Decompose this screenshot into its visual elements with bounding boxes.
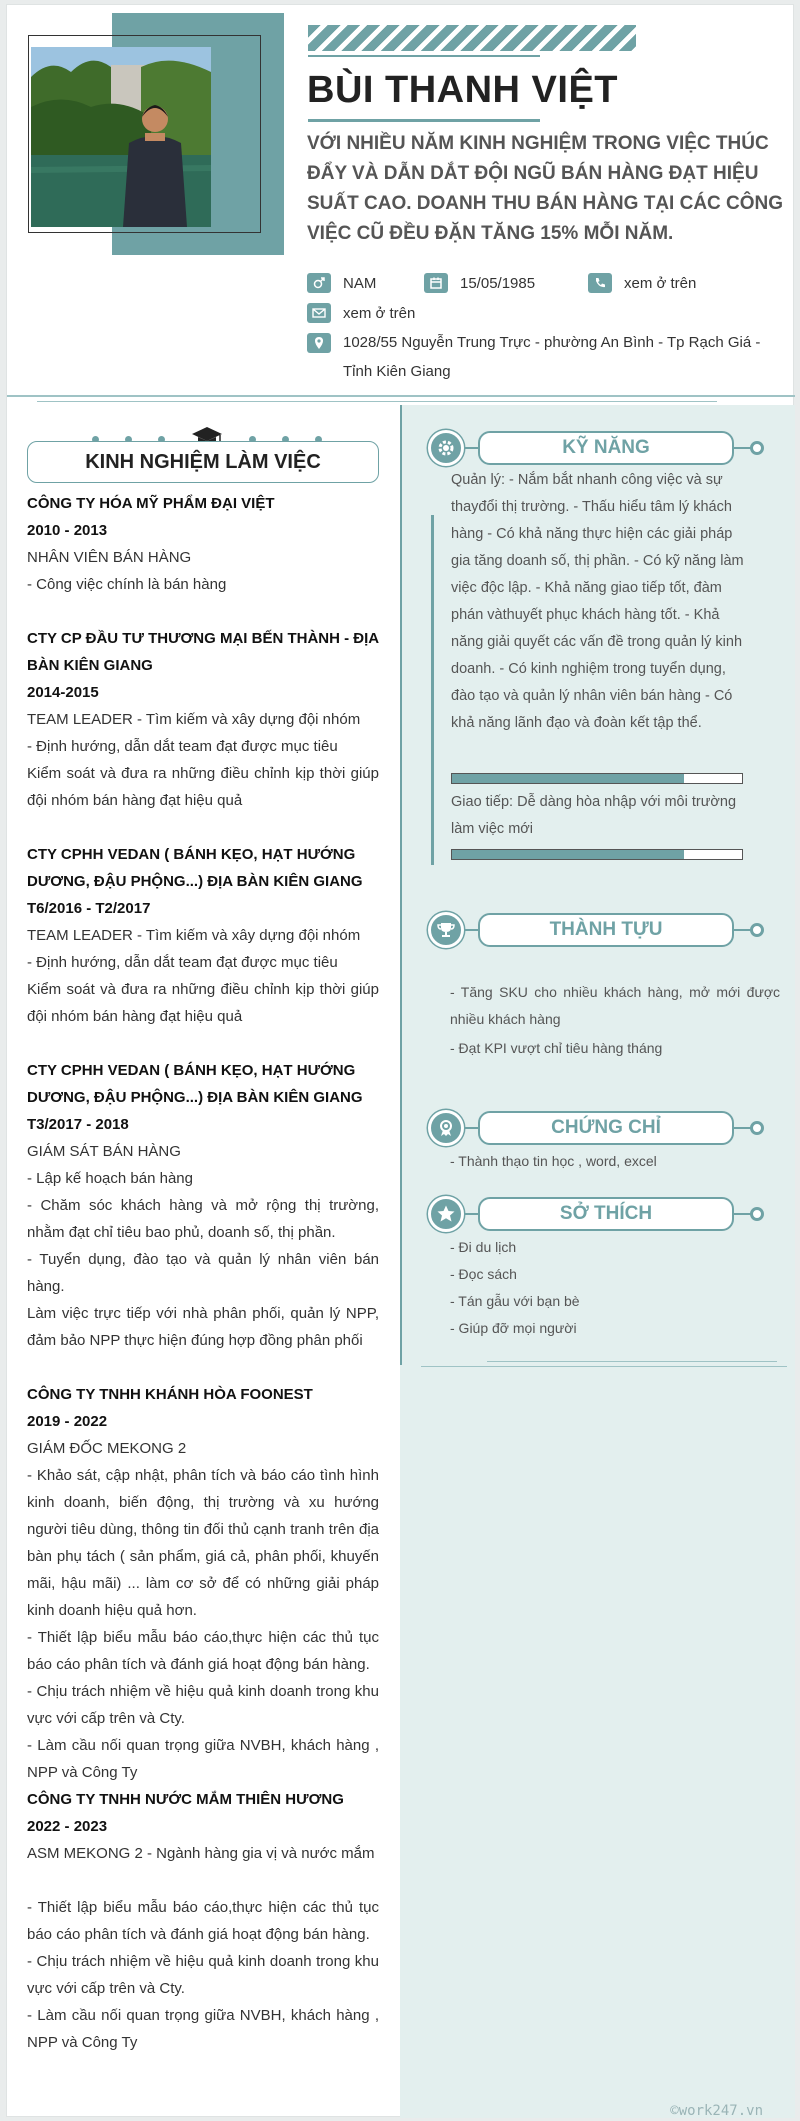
job-line: NHÂN VIÊN BÁN HÀNG bbox=[27, 549, 192, 566]
right-panel-border bbox=[400, 405, 402, 1365]
candidate-name: BÙI THANH VIỆT bbox=[307, 69, 618, 111]
gender-value: NAM bbox=[343, 274, 377, 292]
envelope-icon bbox=[307, 303, 331, 323]
phone-icon bbox=[588, 273, 612, 293]
achievements-title: THÀNH TỰU bbox=[478, 913, 734, 947]
header-underline bbox=[308, 55, 540, 57]
achievement-item: - Tăng SKU cho nhiều khách hàng, mở mới được nhiều khách hàng bbox=[450, 984, 780, 1027]
job-period: 2010 - 2013 bbox=[27, 522, 108, 539]
star-icon bbox=[428, 1196, 464, 1232]
cv-sheet bbox=[6, 4, 794, 2117]
job-line: GIÁM ĐỐC MEKONG 2 bbox=[27, 1440, 187, 1457]
job-line: GIÁM SÁT BÁN HÀNG bbox=[27, 1143, 181, 1160]
certificates-heading bbox=[428, 1111, 768, 1145]
job-line: - Thiết lập biểu mẫu báo cáo,thực hiện các thủ tục báo cáo phân tích và đánh giá hoạt động bán hàng. bbox=[27, 1899, 379, 1943]
skills-title: KỸ NĂNG bbox=[478, 431, 734, 465]
right-divider bbox=[487, 1361, 777, 1362]
achievement-item: - Đạt KPI vượt chỉ tiêu hàng tháng bbox=[450, 1040, 663, 1056]
hobby-item: - Tán gẫu với bạn bè bbox=[450, 1293, 580, 1309]
gender-icon bbox=[307, 273, 331, 293]
address-line-2: Tỉnh Kiên Giang bbox=[343, 363, 451, 380]
calendar-icon bbox=[424, 273, 448, 293]
phone-info bbox=[588, 273, 696, 293]
job-line: - Định hướng, dẫn dắt team đạt được mục tiêu bbox=[27, 738, 338, 755]
birthdate-value: 15/05/1985 bbox=[460, 274, 536, 292]
job-line: - Làm cầu nối quan trọng giữa NVBH, khách hàng , NPP và Công Ty bbox=[27, 2007, 379, 2051]
job-line: - Lập kế hoạch bán hàng bbox=[27, 1170, 193, 1187]
hobby-item: - Đọc sách bbox=[450, 1266, 517, 1282]
job-line: - Tuyển dụng, đào tạo và quản lý nhân viên bán hàng. bbox=[27, 1251, 379, 1295]
address-block bbox=[343, 328, 760, 386]
job-line: - Chịu trách nhiệm về hiệu quả kinh doanh trong khu vực với cấp trên và Cty. bbox=[27, 1683, 379, 1727]
experience-title: KINH NGHIỆM LÀM VIỆC bbox=[27, 441, 379, 483]
skills-side-line bbox=[431, 515, 434, 865]
job-period: 2014-2015 bbox=[27, 684, 99, 701]
gear-icon bbox=[428, 430, 464, 466]
hobbies-heading bbox=[428, 1197, 768, 1231]
job-company: CÔNG TY HÓA MỸ PHẨM ĐẠI VIỆT bbox=[27, 495, 275, 512]
job-line: TEAM LEADER - Tìm kiếm và xây dựng đội nhóm bbox=[27, 711, 361, 728]
job-line: - Khảo sát, cập nhật, phân tích và báo cáo tình hình kinh doanh, biến động, thị trường và xu hướng người tiêu dùng, thông tin đối thủ cạnh tranh trên địa bàn phụ tách ( sản phẩm, giá cả, phân phối, khuyến mãi, hậu mãi) ... làm cơ sở để có những giải pháp kinh doanh hiệu quả hơn. bbox=[27, 1467, 379, 1619]
job-line: Làm việc trực tiếp với nhà phân phối, quản lý NPP, đảm bảo NPP thực hiện đúng hợp đồng phân phối bbox=[27, 1305, 379, 1349]
certificate-item: - Thành thạo tin học , word, excel bbox=[450, 1153, 657, 1169]
job-line: TEAM LEADER - Tìm kiếm và xây dựng đội nhóm bbox=[27, 927, 361, 944]
skill-management-bar-fill bbox=[452, 774, 684, 783]
name-underline bbox=[308, 119, 540, 122]
job-period: T6/2016 - T2/2017 bbox=[27, 900, 151, 917]
job-entry bbox=[27, 625, 379, 814]
profile-photo bbox=[31, 47, 211, 227]
job-line: - Làm cầu nối quan trọng giữa NVBH, khách hàng , NPP và Công Ty bbox=[27, 1737, 379, 1781]
skill-communication-text: Giao tiếp: Dễ dàng hòa nhập với môi trường làm việc mới bbox=[451, 794, 737, 837]
gender-info bbox=[307, 273, 376, 293]
job-company: CTY CPHH VEDAN ( BÁNH KẸO, HẠT HƯỚNG DƯƠNG, ĐẬU PHỘNG...) ĐỊA BÀN KIÊN GIANG bbox=[27, 846, 363, 890]
job-company: CÔNG TY TNHH NƯỚC MẮM THIÊN HƯƠNG bbox=[27, 1791, 344, 1808]
job-line: Kiểm soát và đưa ra những điều chỉnh kịp thời giúp đội nhóm bán hàng đạt hiệu quả bbox=[27, 981, 379, 1025]
job-period: 2019 - 2022 bbox=[27, 1413, 108, 1430]
skill-management-text: Quản lý: - Nắm bắt nhanh công việc và sự thayđổi thị trường. - Thấu hiểu tâm lý khách hàng - Có khả năng thực hiện các giải pháp gia tăng doanh số, thị phần. - Có kỹ năng làm việc độc lập. - Khả năng giao tiếp tốt, đàm phán vàthuyết phục khách hàng tốt. - Khả năng giải quyết các vấn đề trong quản lý kinh doanh. - Có kinh nghiệm trong tuyển dụng, đào tạo và quản lý nhân viên bán hàng - Có khả năng lãnh đạo và đoàn kết tập thể. bbox=[451, 472, 744, 731]
skill-communication-bar bbox=[451, 849, 743, 860]
medal-icon bbox=[428, 1110, 464, 1146]
job-company: CÔNG TY TNHH KHÁNH HÒA FOONEST bbox=[27, 1386, 313, 1403]
job-line: - Chịu trách nhiệm về hiệu quả kinh doanh trong khu vực với cấp trên và Cty. bbox=[27, 1953, 379, 1997]
job-line: - Công việc chính là bán hàng bbox=[27, 576, 227, 593]
address-info bbox=[307, 333, 760, 386]
hobby-item: - Đi du lịch bbox=[450, 1239, 517, 1255]
candidate-summary: VỚI NHIỀU NĂM KINH NGHIỆM TRONG VIỆC THÚC ĐẨY VÀ DẪN DẮT ĐỘI NGŨ BÁN HÀNG ĐẠT HIỆU SUẤT CAO. DOANH THU BÁN HÀNG TẠI CÁC CÔNG VIỆC CŨ ĐỀU ĐẶN TĂNG 15% MỖI NĂM. bbox=[307, 133, 784, 244]
job-period: 2022 - 2023 bbox=[27, 1818, 108, 1835]
hobby-item: - Giúp đỡ mọi người bbox=[450, 1320, 577, 1336]
trophy-icon bbox=[428, 912, 464, 948]
job-company: CTY CP ĐẦU TƯ THƯƠNG MẠI BẾN THÀNH - ĐỊA BÀN KIÊN GIANG bbox=[27, 630, 379, 674]
email-info bbox=[307, 303, 415, 323]
job-line: - Định hướng, dẫn dắt team đạt được mục tiêu bbox=[27, 954, 338, 971]
job-entry bbox=[27, 1786, 379, 2056]
phone-value: xem ở trên bbox=[624, 274, 697, 292]
job-line: - Thiết lập biểu mẫu báo cáo,thực hiện các thủ tục báo cáo phân tích và đánh giá hoạt động bán hàng. bbox=[27, 1629, 379, 1673]
job-entry bbox=[27, 1381, 379, 1786]
job-company: CTY CPHH VEDAN ( BÁNH KẸO, HẠT HƯỚNG DƯƠNG, ĐẬU PHỘNG...) ĐỊA BÀN KIÊN GIANG bbox=[27, 1062, 363, 1106]
header-stripe-decoration bbox=[308, 25, 636, 51]
job-line: - Chăm sóc khách hàng và mở rộng thị trường, nhằm đạt chỉ tiêu bao phủ, doanh số, thị phần. bbox=[27, 1197, 379, 1241]
hobbies-title: SỞ THÍCH bbox=[478, 1197, 734, 1231]
email-value: xem ở trên bbox=[343, 304, 416, 322]
job-period: T3/2017 - 2018 bbox=[27, 1116, 129, 1133]
skills-heading bbox=[428, 431, 768, 465]
job-entry bbox=[27, 490, 379, 598]
job-line: Kiểm soát và đưa ra những điều chỉnh kịp thời giúp đội nhóm bán hàng đạt hiệu quả bbox=[27, 765, 379, 809]
watermark: ©work247.vn bbox=[670, 2103, 763, 2119]
job-line-spacer bbox=[27, 1867, 379, 1894]
job-entry bbox=[27, 1057, 379, 1354]
skill-communication-bar-fill bbox=[452, 850, 684, 859]
achievements-heading bbox=[428, 913, 768, 947]
skill-management-bar bbox=[451, 773, 743, 784]
right-divider bbox=[421, 1366, 787, 1367]
birthdate-info bbox=[424, 273, 535, 293]
address-line-1: 1028/55 Nguyễn Trung Trực - phường An Bình - Tp Rạch Giá - bbox=[343, 334, 761, 351]
header-divider bbox=[7, 395, 795, 397]
header-divider-thin bbox=[37, 401, 717, 402]
certificates-title: CHỨNG CHỈ bbox=[478, 1111, 734, 1145]
job-line: ASM MEKONG 2 - Ngành hàng gia vị và nước mắm bbox=[27, 1845, 375, 1862]
location-pin-icon bbox=[307, 333, 331, 353]
job-entry bbox=[27, 841, 379, 1030]
